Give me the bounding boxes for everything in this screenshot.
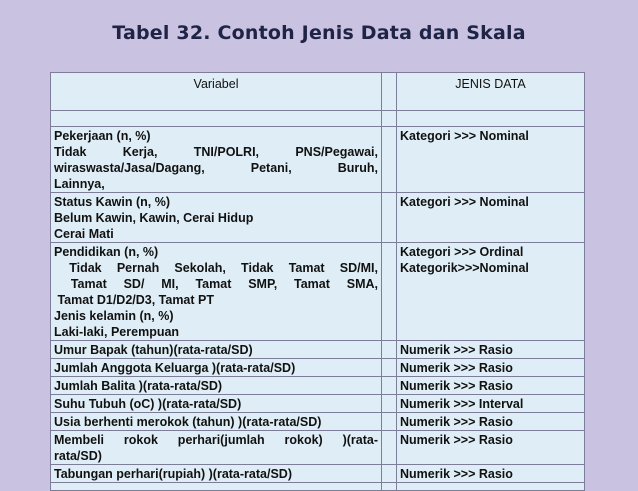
- variable-cell: [51, 193, 382, 243]
- spacer-cell: [382, 413, 397, 431]
- data-type-cell: [397, 465, 585, 483]
- partial-cell: [51, 483, 382, 491]
- variable-line: Suhu Tubuh (oC) )(rata-rata/SD): [54, 397, 242, 411]
- variable-cell: [51, 413, 382, 431]
- table-row-partial: [51, 483, 585, 491]
- variable-line: Status Kawin (n, %): [54, 195, 170, 209]
- spacer-cell: [382, 193, 397, 243]
- subheader-spacer: [382, 111, 397, 127]
- data-type-cell: [397, 377, 585, 395]
- spacer-cell: [382, 395, 397, 413]
- variable-line: wiraswasta/Jasa/Dagang, Petani, Buruh,: [54, 161, 378, 175]
- header-spacer: [382, 73, 397, 111]
- data-type-line: Kategori >>> Nominal: [400, 195, 529, 209]
- data-type-cell: [397, 413, 585, 431]
- table-subheader-row: [51, 111, 585, 127]
- variable-line: Tidak Pernah Sekolah, Tidak Tamat SD/MI,: [54, 261, 378, 275]
- data-type-line: Numerik >>> Interval: [400, 397, 524, 411]
- data-type-line: Kategori >>> Nominal: [400, 129, 529, 143]
- spacer-cell: [382, 359, 397, 377]
- variable-line: Tabungan perhari(rupiah) )(rata-rata/SD): [54, 467, 292, 481]
- variable-cell: [51, 243, 382, 341]
- spacer-cell: [382, 377, 397, 395]
- data-type-cell: [397, 395, 585, 413]
- spacer-cell: [382, 127, 397, 193]
- variable-line: Umur Bapak (tahun)(rata-rata/SD): [54, 343, 253, 357]
- variable-line: Jenis kelamin (n, %): [54, 309, 174, 323]
- variable-cell: [51, 465, 382, 483]
- variable-line: Tamat SD/ MI, Tamat SMP, Tamat SMA,: [54, 277, 378, 291]
- variable-cell: [51, 431, 382, 465]
- table-header-row: [51, 73, 585, 111]
- variable-cell: [51, 359, 382, 377]
- variable-line: Lainnya,: [54, 177, 105, 191]
- data-table: [50, 72, 585, 491]
- table-row: [51, 193, 585, 243]
- table-row: [51, 377, 585, 395]
- data-type-cell: [397, 193, 585, 243]
- data-type-cell: [397, 127, 585, 193]
- variable-line: Pekerjaan (n, %): [54, 129, 151, 143]
- variable-line: Jumlah Anggota Keluarga )(rata-rata/SD): [54, 361, 296, 375]
- data-type-cell: [397, 359, 585, 377]
- table-row: [51, 127, 585, 193]
- variable-line: Tamat D1/D2/D3, Tamat PT: [54, 293, 214, 307]
- variable-cell: [51, 127, 382, 193]
- variable-line: Membeli rokok perhari(jumlah rokok) )(rata-: [54, 433, 378, 447]
- variable-line: Pendidikan (n, %): [54, 245, 159, 259]
- variable-line: Tidak Kerja, TNI/POLRI, PNS/Pegawai,: [54, 145, 378, 159]
- table-row: [51, 359, 585, 377]
- data-type-line: Numerik >>> Rasio: [400, 467, 513, 481]
- data-type-cell: [397, 431, 585, 465]
- data-type-line: Numerik >>> Rasio: [400, 415, 513, 429]
- data-type-cell: [397, 341, 585, 359]
- data-type-line: Numerik >>> Rasio: [400, 343, 513, 357]
- header-variabel: Variabel: [51, 73, 382, 111]
- table-row: [51, 413, 585, 431]
- data-type-line: Numerik >>> Rasio: [400, 379, 513, 393]
- spacer-cell: [382, 431, 397, 465]
- variable-cell: [51, 377, 382, 395]
- variable-cell: [51, 395, 382, 413]
- partial-cell: [397, 483, 585, 491]
- table-row: [51, 395, 585, 413]
- spacer-cell: [382, 243, 397, 341]
- table-row: [51, 431, 585, 465]
- data-type-line: Numerik >>> Rasio: [400, 433, 513, 447]
- variable-line: Belum Kawin, Kawin, Cerai Hidup: [54, 211, 254, 225]
- variable-line: rata/SD): [54, 449, 102, 463]
- variable-line: Laki-laki, Perempuan: [54, 325, 180, 339]
- header-jenis-data: JENIS DATA: [397, 73, 585, 111]
- variable-line: Cerai Mati: [54, 227, 114, 241]
- variable-cell: [51, 341, 382, 359]
- data-type-cell: [397, 243, 585, 341]
- page-title: Tabel 32. Contoh Jenis Data dan Skala: [112, 22, 526, 44]
- subheader-cell: [51, 111, 382, 127]
- spacer-cell: [382, 465, 397, 483]
- table-row: [51, 465, 585, 483]
- spacer-cell: [382, 341, 397, 359]
- variable-line: Jumlah Balita )(rata-rata/SD): [54, 379, 223, 393]
- table-row: [51, 243, 585, 341]
- data-type-line: Kategorik>>>Nominal: [400, 261, 529, 275]
- subheader-cell: [397, 111, 585, 127]
- table-row: [51, 341, 585, 359]
- data-type-line: Kategori >>> Ordinal: [400, 245, 524, 259]
- partial-cell: [382, 483, 397, 491]
- variable-line: Usia berhenti merokok (tahun) )(rata-rata/SD): [54, 415, 322, 429]
- data-type-line: Numerik >>> Rasio: [400, 361, 513, 375]
